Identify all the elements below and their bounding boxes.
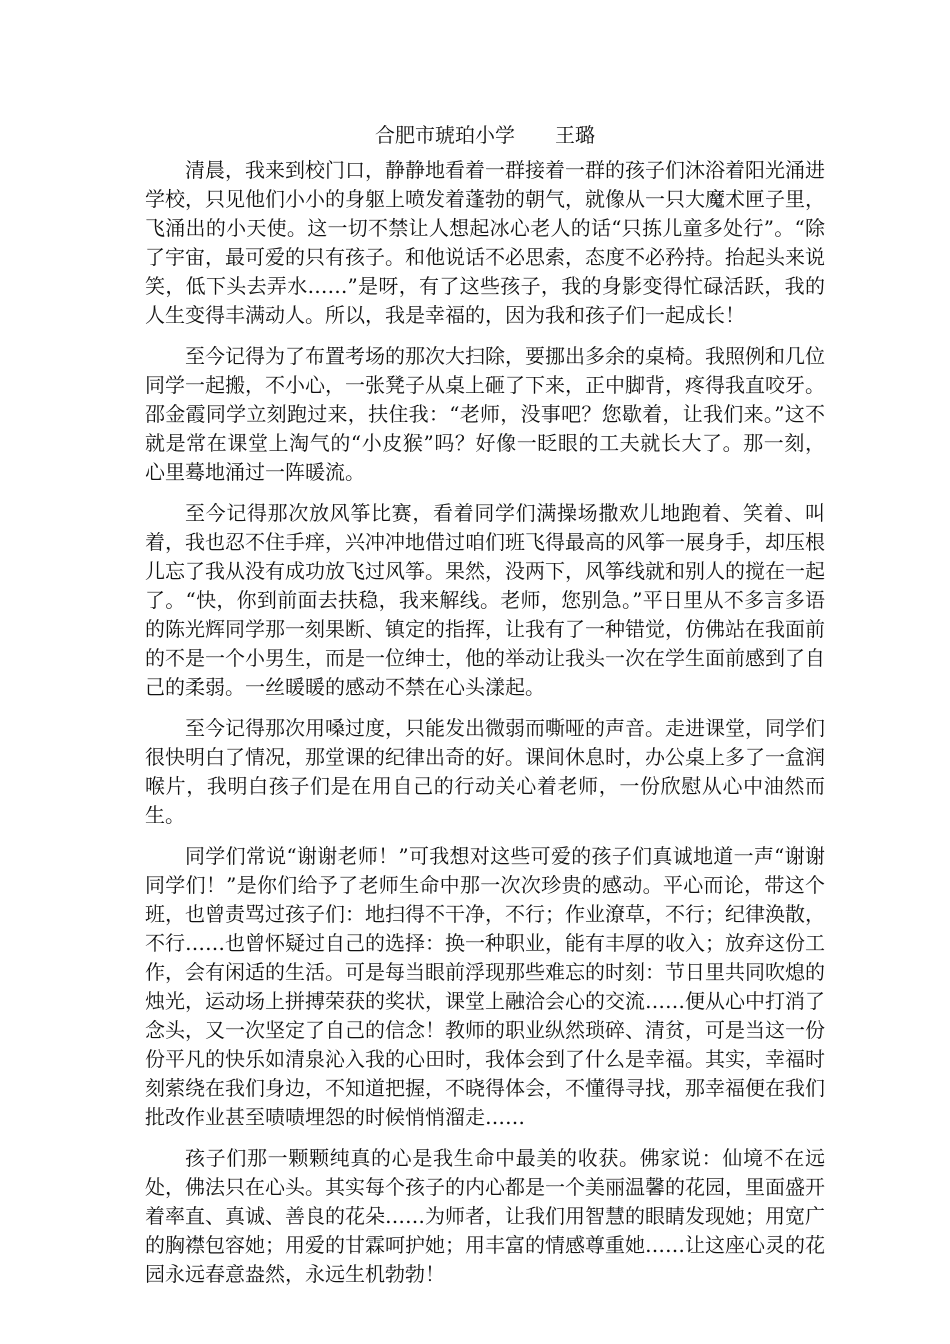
paragraph-3: 至今记得那次放风筝比赛，看着同学们满操场撒欢儿地跑着、笑着、叫着，我也忍不住手痒，兴冲冲地借过咱们班飞得最高的风筝一展身手，却压根儿忘了我从没有成功放飞过风筝。果然，没两下，风筝线就和别人的搅在一起了。“快，你到前面去扶稳，我来解线。老师，您别急。”平日里从不多言多语的陈光辉同学那一刻果断、镇定的指挥，让我有了一种错觉，仿佛站在我面前的不是一个小男生，而是一位绅士，他的举动让我头一次在学生面前感到了自己的柔弱。一丝暖暖的感动不禁在心头漾起。	[145, 501, 825, 699]
paragraph-2: 至今记得为了布置考场的那次大扫除，要挪出多余的桌椅。我照例和几位同学一起搬，不小心，一张凳子从桌上砸了下来，正中脚背，疼得我直咬牙。邵金霞同学立刻跑过来，扶住我：“老师，没事吧？您歇着，让我们来。”这不就是常在课堂上淘气的“小皮猴”吗？好像一眨眼的工夫就长大了。那一刻，心里蓦地涌过一阵暖流。	[145, 344, 825, 484]
paragraph-1: 清晨，我来到校门口，静静地看着一群接着一群的孩子们沐浴着阳光涌进学校，只见他们小小的身躯上喷发着蓬勃的朝气，就像从一只大魔术匣子里，飞涌出的小天使。这一切不禁让人想起冰心老人的话“只拣儿童多处行”。“除了宇宙，最可爱的只有孩子。和他说话不必思索，态度不必矜持。抬起头来说笑，低下头去弄水……”是呀，有了这些孩子，我的身影变得忙碌活跃，我的人生变得丰满动人。所以，我是幸福的，因为我和孩子们一起成长！	[145, 158, 825, 327]
paragraph-4: 至今记得那次用嗓过度，只能发出微弱而嘶哑的声音。走进课堂，同学们很快明白了情况，那堂课的纪律出奇的好。课间休息时，办公桌上多了一盒润喉片，我明白孩子们是在用自己的行动关心着老师，一份欣慰从心中油然而生。	[145, 716, 825, 827]
document-page	[145, 118, 825, 1301]
paragraph-6: 孩子们那一颗颗纯真的心是我生命中最美的收获。佛家说：仙境不在远处，佛法只在心头。其实每个孩子的内心都是一个美丽温馨的花园，里面盛开着率直、真诚、善良的花朵……为师者，让我们用智慧的眼睛发现她；用宽广的胸襟包容她；用爱的甘霖呵护她；用丰富的情感尊重她……让这座心灵的花园永远春意盎然，永远生机勃勃！	[145, 1146, 825, 1286]
paragraph-5: 同学们常说“谢谢老师！”可我想对这些可爱的孩子们真诚地道一声“谢谢同学们！”是你们给予了老师生命中那一次次珍贵的感动。平心而论，带这个班，也曾责骂过孩子们：地扫得不干净，不行；作业潦草，不行；纪律涣散，不行……也曾怀疑过自己的选择：换一种职业，能有丰厚的收入；放弃这份工作，会有闲适的生活。可是每当眼前浮现那些难忘的时刻：节日里共同吹熄的烛光，运动场上拼搏荣获的奖状，课堂上融洽会心的交流……便从心中打消了念头，又一次坚定了自己的信念！教师的职业纵然琐碎、清贫，可是当这一份份平凡的快乐如清泉沁入我的心田时，我体会到了什么是幸福。其实，幸福时刻萦绕在我们身边，不知道把握，不晓得体会，不懂得寻找，那幸福便在我们批改作业甚至啧啧埋怨的时候悄悄溜走……	[145, 844, 825, 1129]
author-byline: 合肥市琥珀小学 王璐	[375, 123, 595, 147]
